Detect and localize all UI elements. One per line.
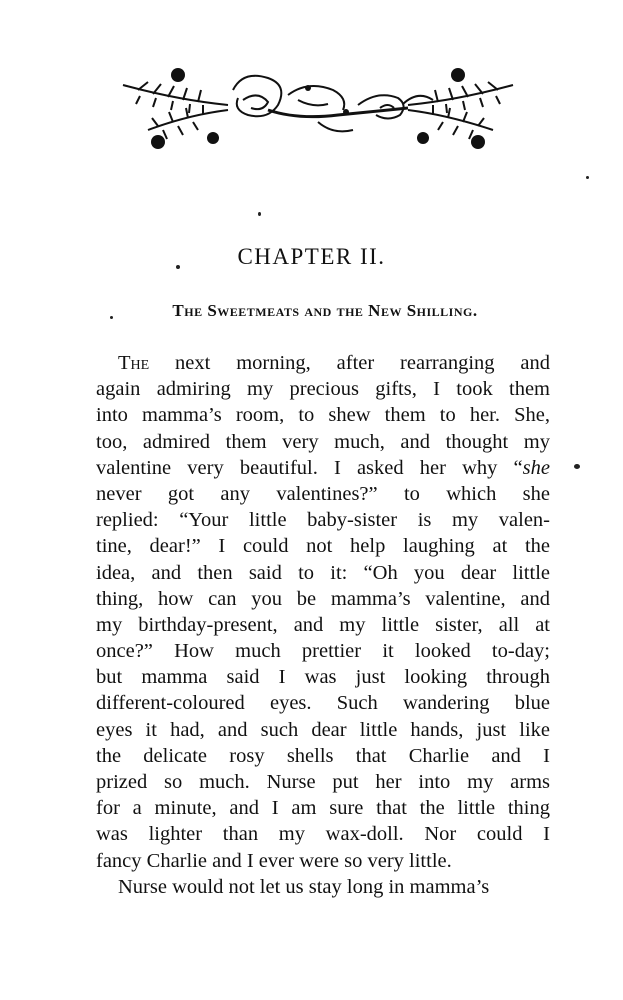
print-speck: [176, 265, 180, 269]
text-line: different-coloured eyes. Such wandering blue: [96, 692, 550, 715]
text-line: once?” How much prettier it looked to-day;: [96, 640, 550, 663]
text-line: was lighter than my wax-doll. Nor could I: [96, 823, 550, 846]
italic-word: she: [522, 456, 550, 479]
decorative-headpiece: [118, 60, 518, 160]
text-line: but mamma said I was just looking through: [96, 666, 550, 689]
text-line: prized so much. Nurse put her into my arms: [96, 771, 550, 793]
text-line: my birthday-present, and my little sister, all at: [96, 613, 550, 636]
text-line-content: next morning, after rearranging and: [149, 352, 550, 374]
print-speck: [586, 176, 589, 179]
text-line: fancy Charlie and I ever were so very little.: [96, 849, 452, 872]
text-line-content: valentine very beautiful. I asked her why “: [96, 456, 523, 479]
text-line: thing, how can you be mamma’s valentine, and: [96, 587, 550, 610]
text-line: [96, 455, 550, 481]
text-line: eyes it had, and such dear little hands, just like: [96, 718, 550, 741]
print-speck: [258, 212, 261, 216]
text-line: the delicate rosy shells that Charlie and I: [96, 744, 550, 767]
text-line: Nurse would not let us stay long in mamma’s: [118, 875, 490, 898]
text-line: [96, 350, 550, 376]
text-line: again admiring my precious gifts, I took them: [96, 378, 550, 401]
chapter-title: CHAPTER II.: [237, 244, 386, 269]
body-paragraph: [96, 350, 550, 900]
text-line: replied: “Your little baby-sister is my valen-: [96, 509, 550, 532]
text-line: into mamma’s room, to shew them to her. She,: [96, 404, 550, 427]
text-line: too, admired them very much, and thought my: [96, 430, 550, 453]
print-speck: [574, 464, 580, 469]
chapter-subtitle: The Sweetmeats and the New Shilling.: [172, 301, 478, 320]
text-line: never got any valentines?” to which she: [96, 482, 550, 505]
text-line: idea, and then said to it: “Oh you dear little: [96, 561, 550, 584]
drop-word: The: [118, 352, 150, 374]
print-speck: [110, 316, 113, 319]
text-line: tine, dear!” I could not help laughing at the: [96, 535, 550, 558]
text-line: for a minute, and I am sure that the little thing: [96, 797, 550, 820]
